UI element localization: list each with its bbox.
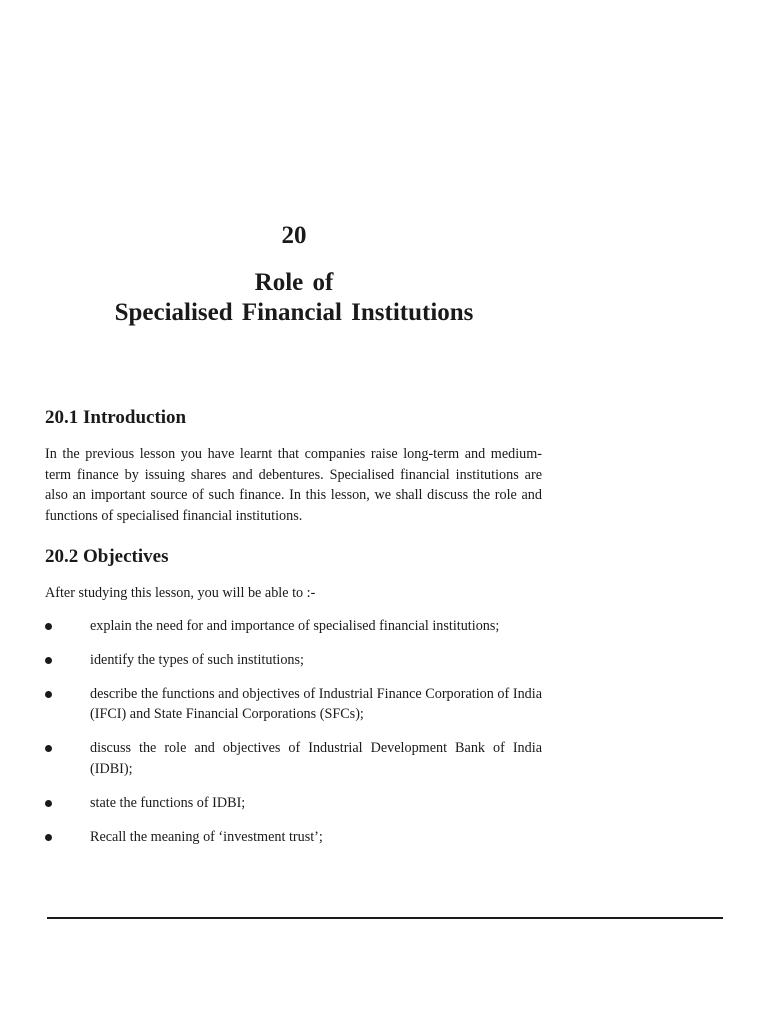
- chapter-number: 20: [281, 222, 307, 249]
- bullet-icon: [45, 745, 52, 752]
- objective-item: [45, 684, 542, 725]
- chapter-title-line-2: Specialised Financial Institutions: [114, 299, 474, 326]
- chapter-title: [0, 268, 588, 328]
- objective-text: state the functions of IDBI;: [90, 794, 246, 811]
- objective-item: [45, 650, 542, 671]
- objective-item: [45, 827, 542, 848]
- bullet-icon: [45, 691, 52, 698]
- objective-item: [45, 616, 542, 637]
- objectives-heading: 20.2 Objectives: [45, 546, 169, 567]
- objectives-list: [45, 616, 542, 848]
- objective-text: Recall the meaning of ‘investment trust’;: [90, 828, 323, 845]
- objective-text: identify the types of such institutions;: [90, 651, 304, 668]
- objective-text: explain the need for and importance of specialised financial institutions;: [90, 617, 500, 634]
- introduction-paragraph: In the previous lesson you have learnt that companies raise long-term and medium-term finance by issuing shares and debentures. Specialised financial institutions are also an important source of such finance. In this lesson, we shall discuss the role and functions of specialised financial institutions.: [45, 446, 542, 524]
- chapter-title-line-1: Role of: [254, 269, 334, 296]
- objectives-lead: After studying this lesson, you will be able to :-: [45, 585, 316, 601]
- lesson-content: [45, 406, 542, 861]
- page-footer-rule: [47, 917, 723, 919]
- bullet-icon: [45, 623, 52, 630]
- objective-item: [45, 738, 542, 779]
- objective-text: discuss the role and objectives of Industrial Development Bank of India (IDBI);: [90, 740, 542, 777]
- bullet-icon: [45, 800, 52, 807]
- objective-text: describe the functions and objectives of Industrial Finance Corporation of India (IFCI) and State Financial Corporations (SFCs);: [90, 685, 542, 722]
- bullet-icon: [45, 834, 52, 841]
- introduction-heading: 20.1 Introduction: [45, 407, 187, 428]
- objective-item: [45, 793, 542, 814]
- bullet-icon: [45, 657, 52, 664]
